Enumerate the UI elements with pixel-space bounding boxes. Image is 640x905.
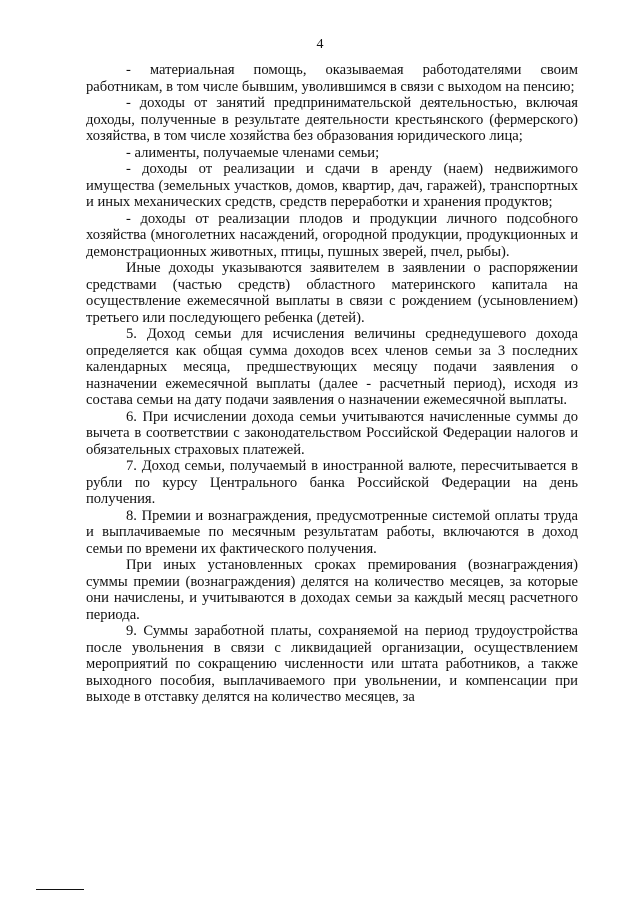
- paragraph-farm-income: - доходы от реализации плодов и продукции личного подсобного хозяйства (многолетних насаждений, огородной продукции, продукционных и демонстрационных животных, птицы, пушных зверей, пчел, рыбы).: [86, 210, 578, 260]
- paragraph-item-6: 6. При исчислении дохода семьи учитываются начисленные суммы до вычета в соответствии с законодательством Российской Федерации налогов и обязательных страховых платежей.: [86, 408, 578, 458]
- paragraph-property-income: - доходы от реализации и сдачи в аренду (наем) недвижимого имущества (земельных участков, домов, квартир, дач, гаражей), транспортных и иных механических средств, средств переработки и хранения продуктов;: [86, 161, 578, 210]
- footer-rule: [36, 889, 84, 890]
- paragraph-item-5: 5. Доход семьи для исчисления величины среднедушевого дохода определяется как общая сумма доходов всех членов семьи за 3 последних календарных месяца, предшествующих месяцу подачи заявления о назначении ежемесячной выплаты (далее - расчетный период), исходя из состава семьи на дату подачи заявления о назначении ежемесячной выплаты.: [86, 326, 578, 408]
- paragraph-item-7: 7. Доход семьи, получаемый в иностранной валюте, пересчитывается в рубли по курсу Центрального банка Российской Федерации на день получения.: [86, 458, 578, 507]
- document-body: [86, 62, 578, 706]
- paragraph-business-income: - доходы от занятий предпринимательской деятельностью, включая доходы, полученные в результате деятельности крестьянского (фермерского) хозяйства, в том числе хозяйства без образования юридического лица;: [86, 95, 578, 144]
- paragraph-material-aid: - материальная помощь, оказываемая работодателями своим работникам, в том числе бывшим, уволившимся в связи с выходом на пенсию;: [86, 62, 578, 95]
- paragraph-alimony: - алименты, получаемые членами семьи;: [126, 144, 380, 161]
- paragraph-item-8: 8. Премии и вознаграждения, предусмотренные системой оплаты труда и выплачиваемые по месячным результатам работы, включаются в доход семьи по времени их фактического получения.: [86, 507, 578, 557]
- paragraph-bonus-periods: При иных установленных сроках премирования (вознаграждения) суммы премии (вознаграждения) делятся на количество месяцев, за которые они начислены, и учитываются в доходах семьи за каждый месяц расчетного периода.: [86, 557, 578, 623]
- paragraph-other-income: Иные доходы указываются заявителем в заявлении о распоряжении средствами (частью средств) областного материнского капитала на осуществление ежемесячной выплаты в связи с рождением (усыновлением) третьего или последующего ребенка (детей).: [86, 260, 578, 326]
- page-number: 4: [316, 37, 324, 52]
- paragraph-item-9: 9. Суммы заработной платы, сохраняемой на период трудоустройства после увольнения в связи с ликвидацией организации, осуществлением мероприятий по сокращению численности или штата работников, а также выходного пособия, выплачиваемого при увольнении, и компенсации при выходе в отставку делятся на количество месяцев, за: [86, 623, 578, 705]
